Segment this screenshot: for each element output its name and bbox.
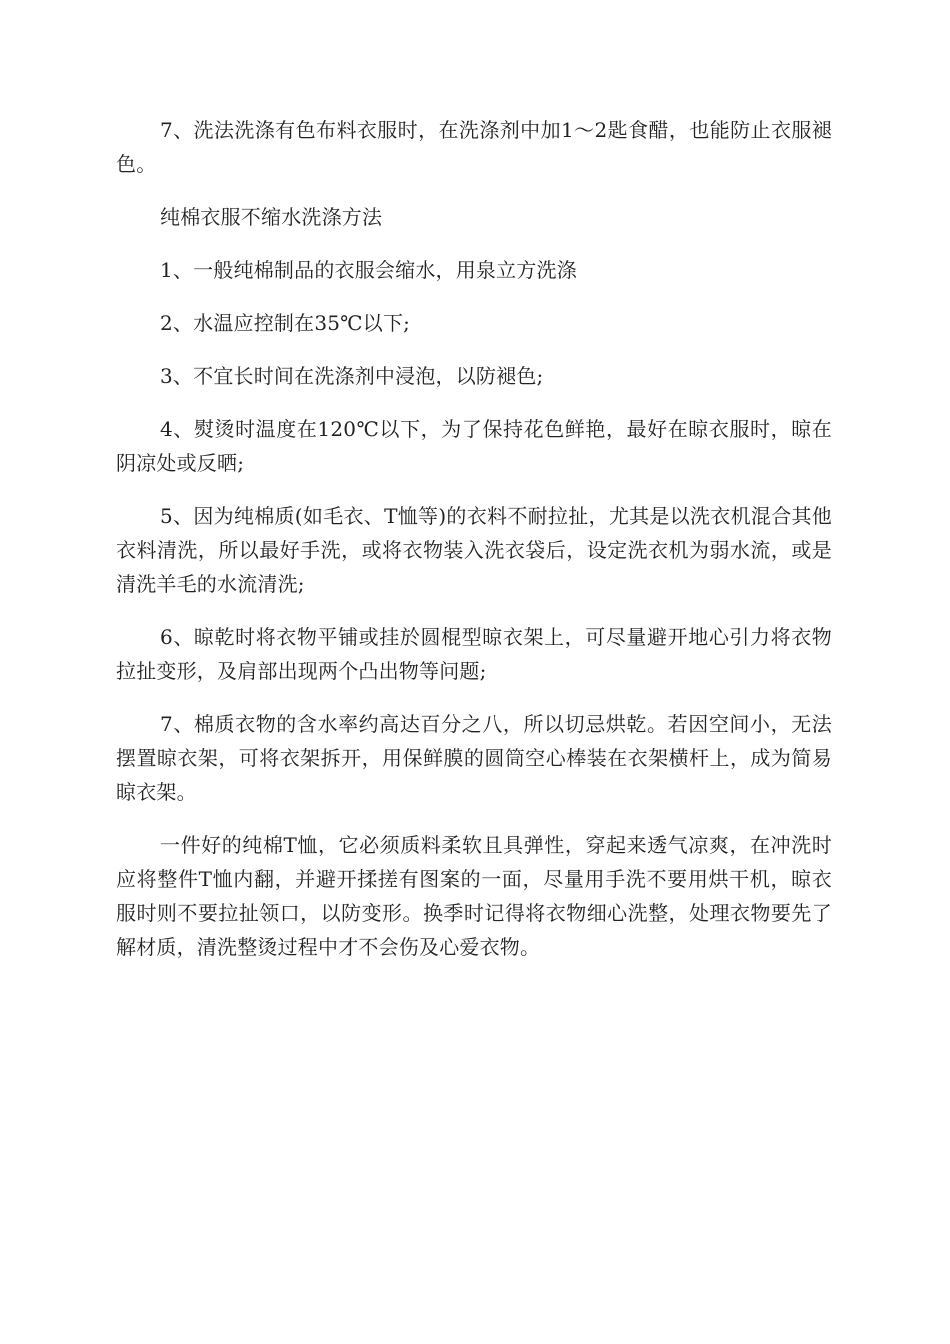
paragraph-step-6: 6、晾乾时将衣物平铺或挂於圆棍型晾衣架上，可尽量避开地心引力将衣物拉扯变形，及肩部出现两个凸出物等问题;: [116, 625, 832, 683]
paragraph-step-4: 4、熨烫时温度在120℃以下，为了保持花色鲜艳，最好在晾衣服时，晾在阴凉处或反晒;: [116, 417, 832, 475]
paragraph-step-1: 1、一般纯棉制品的衣服会缩水，用泉立方洗涤: [160, 258, 577, 282]
paragraph-step-7: 7、棉质衣物的含水率约高达百分之八，所以切忌烘乾。若因空间小，无法摆置晾衣架，可将衣架拆开，用保鲜膜的圆筒空心棒装在衣架横杆上，成为简易晾衣架。: [116, 712, 832, 804]
paragraph-step-5: 5、因为纯棉质(如毛衣、T恤等)的衣料不耐拉扯，尤其是以洗衣机混合其他衣料清洗，所以最好手洗，或将衣物装入洗衣袋后，设定洗衣机为弱水流，或是清洗羊毛的水流清洗;: [116, 504, 832, 596]
paragraph-summary: 一件好的纯棉T恤，它必须质料柔软且具弹性，穿起来透气凉爽，在冲洗时应将整件T恤内翻，并避开揉搓有图案的一面，尽量用手洗不要用烘干机，晾衣服时则不要拉扯领口，以防变形。换季时记得将衣物细心洗整，处理衣物要先了解材质，清洗整烫过程中才不会伤及心爱衣物。: [116, 833, 832, 959]
paragraph-vinegar-tip: 7、洗法洗涤有色布料衣服时，在洗涤剂中加1～2匙食醋，也能防止衣服褪色。: [116, 118, 832, 176]
document-body: [116, 113, 832, 983]
paragraph-step-3: 3、不宜长时间在洗涤剂中浸泡，以防褪色;: [160, 364, 544, 388]
paragraph-step-2: 2、水温应控制在35℃以下;: [160, 311, 411, 335]
section-heading-cotton-washing: 纯棉衣服不缩水洗涤方法: [160, 205, 383, 229]
